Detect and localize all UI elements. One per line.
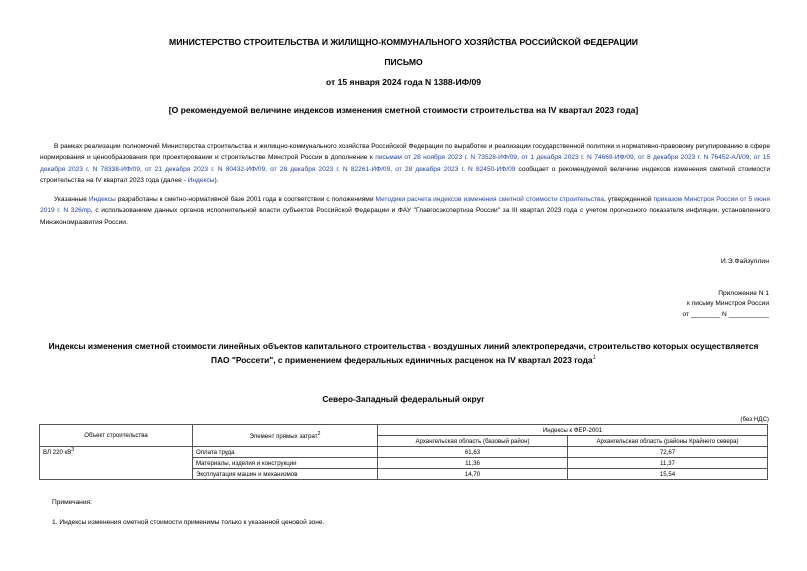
header-element-text: Элемент прямых затрат bbox=[249, 433, 318, 441]
letter-subject: [О рекомендуемой величине индексов изменения сметной стоимости строительства на IV квартал 2023 года] bbox=[168, 105, 639, 115]
value-north: 72,67 bbox=[568, 447, 768, 458]
indices-table bbox=[39, 424, 768, 480]
p2-text-d: , с использованием данных органов исполнительной власти субъектов Российской Федерации и ФАУ "Главгосэкспертиза России" за III квартал 2023 года с учетом прогнозного показателя инфляции, установленного Минэкономразвития России. bbox=[40, 207, 770, 226]
value-base: 14,70 bbox=[378, 469, 568, 480]
p2-text-c: , утвержденной bbox=[604, 196, 654, 203]
notes-heading: Примечания: bbox=[52, 499, 92, 506]
methodology-link[interactable]: Методики расчета индексов изменения сметной стоимости строительства bbox=[375, 196, 605, 203]
indices-link-2[interactable]: Индексы bbox=[88, 196, 116, 203]
signature: И.Э.Файзуллин bbox=[720, 258, 769, 265]
vat-note: (без НДС) bbox=[740, 416, 769, 423]
paragraph-2 bbox=[40, 194, 770, 228]
object-cell bbox=[40, 447, 193, 480]
element-cell: Оплата труда bbox=[193, 447, 378, 458]
p1-text-b: сообщает о рекомендуемой величине индексов изменения сметной стоимости строительства на IV квартал 2023 года (далее - bbox=[40, 165, 771, 185]
note-1: 1. Индексы изменения сметной стоимости применимы только к указанной ценовой зоне. bbox=[52, 519, 325, 526]
object-footnote-mark[interactable]: 3 bbox=[71, 447, 75, 453]
title-footnote-mark[interactable]: 1 bbox=[592, 355, 596, 362]
table-header-row bbox=[40, 425, 768, 436]
header-indices: Индексы к ФЕР-2001 bbox=[378, 425, 768, 436]
appendix-number: Приложение N 1 bbox=[718, 290, 769, 297]
element-footnote-mark[interactable]: 2 bbox=[317, 430, 321, 437]
indices-link[interactable]: Индексы bbox=[187, 177, 215, 185]
paragraph-1 bbox=[40, 141, 770, 187]
appendix-reference: к письму Минстроя России bbox=[686, 300, 769, 307]
value-north: 11,37 bbox=[568, 458, 768, 469]
date-number: от 15 января 2024 года N 1388-ИФ/09 bbox=[325, 77, 482, 87]
header-object: Объект строительства bbox=[40, 425, 193, 447]
appendix-date-number: от ________ N ___________ bbox=[682, 311, 769, 318]
ministry-heading: МИНИСТЕРСТВО СТРОИТЕЛЬСТВА И ЖИЛИЩНО-КОММУНАЛЬНОГО ХОЗЯЙСТВА РОССИЙСКОЙ ФЕДЕРАЦИИ bbox=[169, 37, 638, 47]
value-north: 15,54 bbox=[568, 469, 768, 480]
header-far-north: Архангельская область (районы Крайнего севера) bbox=[568, 436, 768, 447]
header-element bbox=[193, 425, 378, 447]
object-name: ВЛ 220 кВ bbox=[43, 449, 72, 457]
value-base: 11,36 bbox=[378, 458, 568, 469]
p2-text-b: разработаны к сметно-нормативной базе 2001 года в соответствии с положениями bbox=[115, 196, 376, 203]
letters-link[interactable]: письмам от 28 ноября 2023 г. N 73528-ИФ/09, от 1 декабря 2023 г. N 74669-ИФ/09, от 8 декабря 2023 г. N 76452-АЛ/09, от 15 декабря 2023 г. N 78338-ИФ/09, от 21 декабря 2023 г. N 80432-ИФ/09, от 28 декабря 2023 г. N 82261-ИФ/09, от 28 декабря 2023 г. N 82450-ИФ/09 bbox=[40, 154, 771, 173]
table-row bbox=[40, 447, 768, 458]
element-cell: Эксплуатация машин и механизмов bbox=[193, 469, 378, 480]
p1-text-a: В рамках реализации полномочий Министерства строительства и жилищно-коммунального хозяйства Российской Федерации по выработке и реализации государственной политики и нормативно-правовому регулированию в сфере нормирования и ценообразования при проектировании и строительстве Минстрой России в дополнение к bbox=[40, 143, 770, 162]
value-base: 61,63 bbox=[378, 447, 568, 458]
appendix-title bbox=[40, 340, 767, 366]
order-link[interactable]: приказом Минстроя России от 5 июня 2019 г. N 326/пр bbox=[40, 196, 770, 215]
element-cell: Материалы, изделия и конструкции bbox=[193, 458, 378, 469]
district-heading: Северо-Западный федеральный округ bbox=[322, 394, 485, 404]
appendix-title-text: Индексы изменения сметной стоимости линейных объектов капитального строительства - воздушных линий электропередачи, строительство которых осуществляется ПАО "Россети", с применением федеральных единичных расценок на IV квартал 2023 года bbox=[48, 341, 759, 365]
header-base-region: Архангельская область (базовый район) bbox=[378, 436, 568, 447]
p2-text-a: Указанные bbox=[54, 196, 89, 203]
document-type: ПИСЬМО bbox=[384, 57, 423, 67]
p1-text-c: ). bbox=[214, 177, 219, 185]
